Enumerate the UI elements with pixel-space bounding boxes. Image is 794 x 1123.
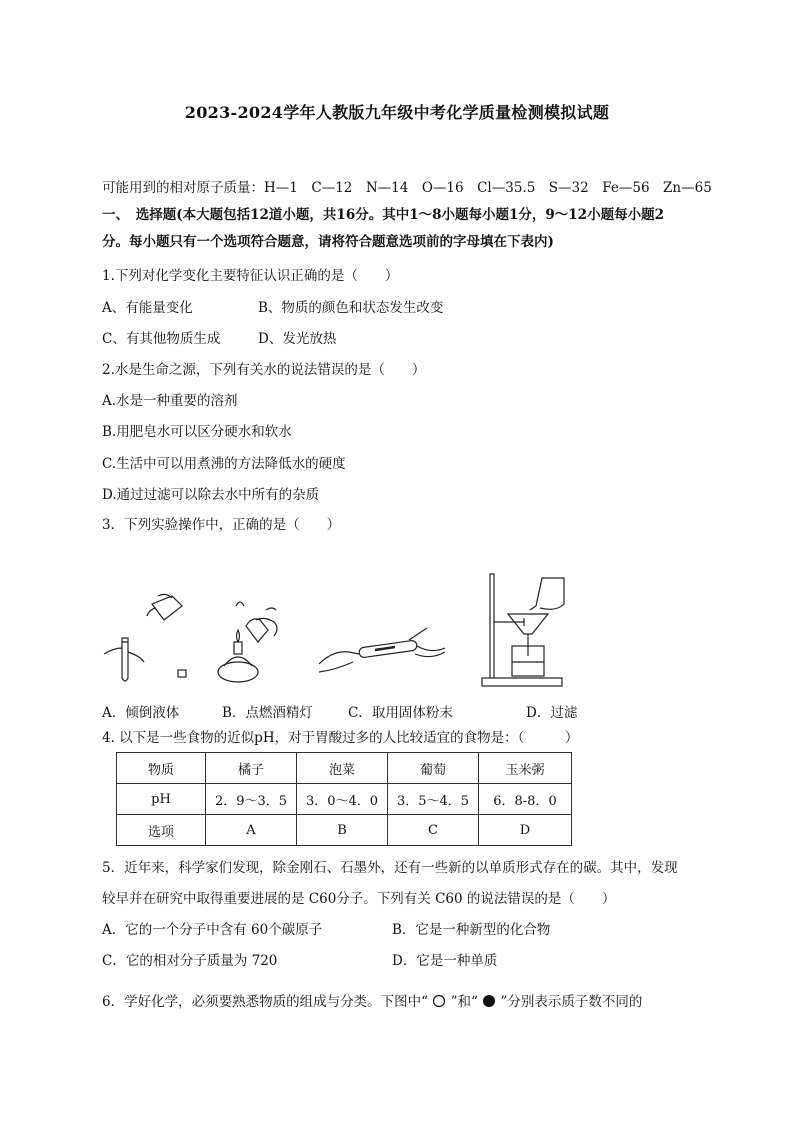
table-cell: 选项 [117, 815, 206, 846]
table-cell: 物质 [117, 753, 206, 784]
q3-option-d: D．过滤 [526, 705, 578, 721]
table-cell: B [297, 815, 388, 846]
lab-figures [100, 570, 700, 690]
table-row [117, 784, 572, 815]
q2-option-a: A.水是一种重要的溶剂 [102, 393, 238, 409]
section1-line1: 一、 选择题(本大题包括12道小题，共16分。其中1～8小题每小题1分，9～12小题每小题2 [102, 207, 664, 223]
section1-line2: 分。每小题只有一个选项符合题意，请将符合题意选项前的字母填在下表内) [102, 234, 554, 250]
q4-stem: 4. 以下是一些食物的近似pH，对于胃酸过多的人比较适宜的食物是：（ ） [102, 730, 579, 746]
q5-line2: 较早并在研究中取得重要进展的是 C60分子。下列有关 C60 的说法错误的是（ ） [102, 891, 616, 907]
alcohol-lamp-figure [210, 590, 330, 690]
table-cell: 2．9～3．5 [206, 784, 297, 815]
q5-option-d: D．它是一种单质 [392, 953, 498, 969]
table-row [117, 753, 572, 784]
q3-stem: 3．下列实验操作中，正确的是（ ） [102, 517, 341, 533]
table-cell: D [479, 815, 572, 846]
q1-option-d: D、发光放热 [258, 331, 337, 347]
black-circle-icon [482, 994, 496, 1012]
table-cell: 6．8-8．0 [479, 784, 572, 815]
table-cell: 3．0～4．0 [297, 784, 388, 815]
q2-option-b: B.用肥皂水可以区分硬水和软水 [102, 424, 292, 440]
q1-option-a: A、有能量变化 [102, 300, 193, 316]
q1-option-b: B、物质的颜色和状态发生改变 [258, 300, 444, 316]
q2-option-c: C.生活中可以用煮沸的方法降低水的硬度 [102, 456, 346, 472]
q6-stem [102, 990, 642, 1012]
q6-text-3: ”分别表示质子数不同的 [500, 994, 643, 1010]
page-title: 2023-2024学年人教版九年级中考化学质量检测模拟试题 [184, 103, 610, 122]
q1-stem: 1.下列对化学变化主要特征认识正确的是（ ） [102, 268, 399, 284]
table-cell: 3．5～4．5 [388, 784, 479, 815]
q3-option-b: B．点燃酒精灯 [222, 705, 313, 721]
q2-stem: 2.水是生命之源，下列有关水的说法错误的是（ ） [102, 362, 426, 378]
q1-option-c: C、有其他物质生成 [102, 331, 221, 347]
solid-powder-figure [315, 610, 455, 690]
table-cell: 泡菜 [297, 753, 388, 784]
q5-option-b: B．它是一种新型的化合物 [392, 922, 551, 938]
table-cell: 橘子 [206, 753, 297, 784]
ph-table [116, 752, 572, 846]
q6-text-2: ”和“ [450, 994, 478, 1010]
q5-option-a: A．它的一个分子中含有 60个碳原子 [102, 922, 323, 938]
table-row [117, 815, 572, 846]
q5-option-c: C．它的相对分子质量为 720 [102, 953, 278, 969]
atomic-masses: 可能用到的相对原子质量：H—1 C—12 N—14 O—16 Cl—35.5 S—32 Fe—56 Zn—65 [102, 180, 712, 196]
q3-option-c: C．取用固体粉末 [348, 705, 453, 721]
table-cell: A [206, 815, 297, 846]
q5-line1: 5．近年来，科学家们发现，除金刚石、石墨外，还有一些新的以单质形式存在的碳。其中，发现 [102, 860, 678, 876]
table-cell: 玉米粥 [479, 753, 572, 784]
q3-option-a: A．倾倒液体 [102, 705, 180, 721]
pouring-liquid-figure [100, 590, 200, 690]
table-cell: pH [117, 784, 206, 815]
q6-text-1: 6．学好化学，必须要熟悉物质的组成与分类。下图中“ [102, 994, 428, 1010]
table-cell: C [388, 815, 479, 846]
table-cell: 葡萄 [388, 753, 479, 784]
q2-option-d: D.通过过滤可以除去水中所有的杂质 [102, 487, 320, 503]
white-circle-icon [432, 994, 446, 1012]
filtration-figure [480, 570, 600, 690]
